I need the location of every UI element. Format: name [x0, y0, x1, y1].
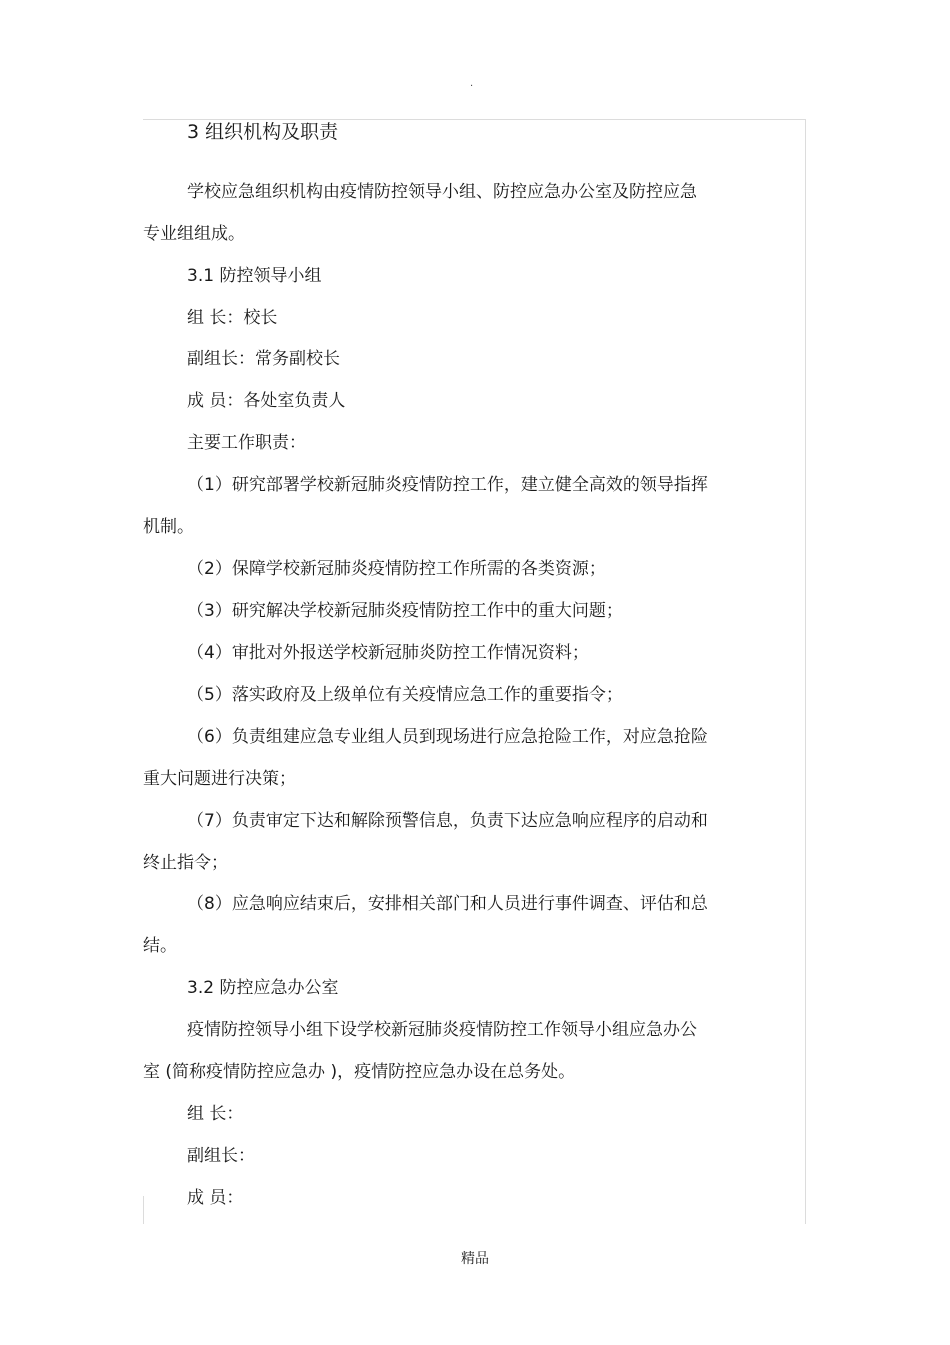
duty-3: （3）研究解决学校新冠肺炎疫情防控工作中的重大问题； [187, 601, 623, 621]
page-frame-left-edge [143, 1196, 144, 1224]
header-mark: . [470, 78, 474, 89]
leader-line: 组 长：校长 [187, 308, 278, 328]
subsection-title-3-2: 3.2 防控应急办公室 [187, 978, 339, 998]
duty-6-line-1: （6）负责组建应急专业组人员到现场进行应急抢险工作，对应急抢险 [187, 727, 708, 747]
duty-7-line-1: （7）负责审定下达和解除预警信息，负责下达应急响应程序的启动和 [187, 811, 708, 831]
duty-5: （5）落实政府及上级单位有关疫情应急工作的重要指令； [187, 685, 623, 705]
subsection-title-3-1: 3.1 防控领导小组 [187, 266, 322, 286]
deputy-leader-line: 副组长：常务副校长 [187, 349, 340, 369]
intro-paragraph-line-2: 专业组组成。 [143, 224, 245, 244]
office-leader-line: 组 长： [187, 1104, 244, 1124]
duty-4: （4）审批对外报送学校新冠肺炎防控工作情况资料； [187, 643, 589, 663]
duty-8-line-1: （8）应急响应结束后，安排相关部门和人员进行事件调查、评估和总 [187, 894, 708, 914]
duty-8-line-2: 结。 [143, 936, 177, 956]
duty-7-line-2: 终止指令； [143, 853, 228, 873]
intro-paragraph-line-1: 学校应急组织机构由疫情防控领导小组、防控应急办公室及防控应急 [187, 182, 697, 202]
duty-6-line-2: 重大问题进行决策； [143, 769, 296, 789]
duty-1-line-2: 机制。 [143, 517, 194, 537]
section-heading: 3 组织机构及职责 [187, 121, 339, 143]
duty-2: （2）保障学校新冠肺炎疫情防控工作所需的各类资源； [187, 559, 606, 579]
office-members-line: 成 员： [187, 1188, 244, 1208]
duty-1-line-1: （1）研究部署学校新冠肺炎疫情防控工作，建立健全高效的领导指挥 [187, 475, 708, 495]
duties-title: 主要工作职责： [187, 433, 306, 453]
footer-text: 精品 [461, 1251, 489, 1267]
office-deputy-line: 副组长： [187, 1146, 255, 1166]
members-line: 成 员：各处室负责人 [187, 391, 346, 411]
office-paragraph-line-1: 疫情防控领导小组下设学校新冠肺炎疫情防控工作领导小组应急办公 [187, 1020, 697, 1040]
office-paragraph-line-2: 室 (简称疫情防控应急办 )，疫情防控应急办设在总务处。 [143, 1062, 576, 1082]
